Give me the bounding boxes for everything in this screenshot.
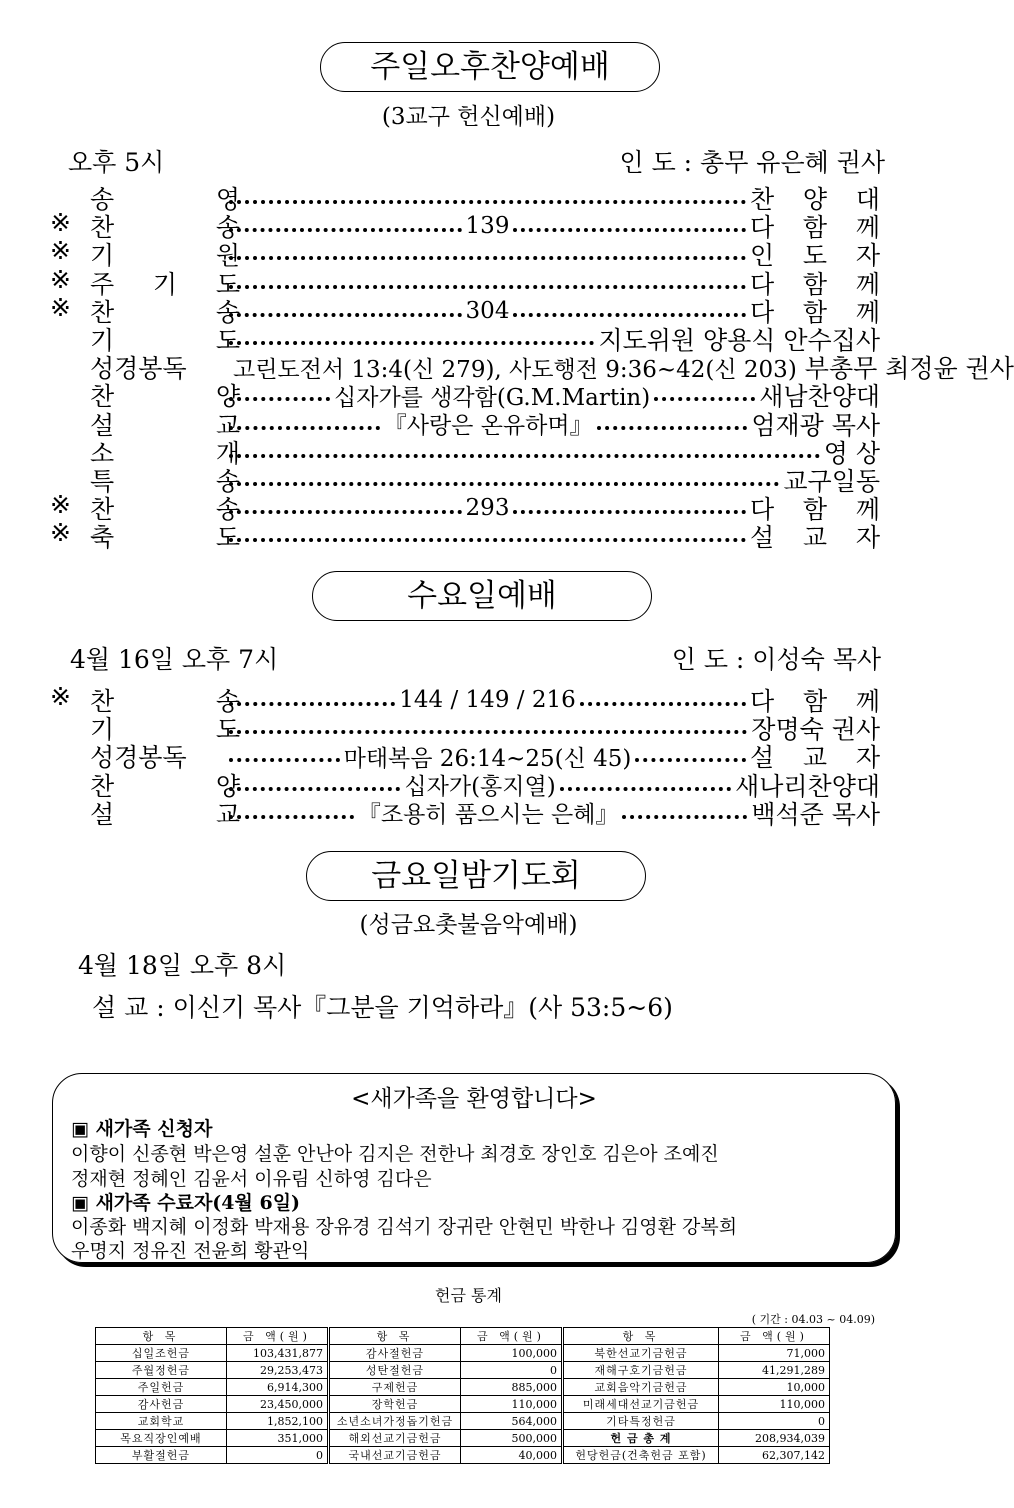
new-family-box [52, 1073, 896, 1263]
order-item-person: 백석준 목사 [751, 799, 881, 829]
sunday-leader: 인 도 : 총무 유은혜 권사 [619, 148, 885, 177]
offering-item: 십일조헌금 [96, 1345, 227, 1362]
order-row [50, 236, 880, 271]
offering-item: 교회음악기금헌금 [563, 1379, 719, 1396]
new-family-title: <새가족을 환영합니다> [351, 1086, 597, 1112]
order-row [50, 767, 881, 801]
order-item-name-part: 영 [215, 185, 240, 214]
order-item-person: 부총무 최정윤 권사 [804, 354, 1014, 384]
order-item-name [90, 518, 240, 554]
order-item-person-part: 께 [855, 269, 880, 299]
applicants-heading: ▣ 새가족 신청자 [71, 1118, 213, 1140]
order-item-name-part: 기 [90, 326, 115, 355]
offering-amount: 29,253,473 [227, 1362, 329, 1379]
order-item-person-part: 다 [750, 213, 775, 243]
dot-leader [622, 815, 747, 819]
order-item-person-part: 설 [750, 743, 775, 773]
offering-item: 미래세대선교기금헌금 [563, 1396, 719, 1413]
offering-item: 감사절헌금 [329, 1345, 461, 1362]
offering-item: 교회학교 [96, 1413, 227, 1430]
order-item-name-part: 주 [90, 269, 115, 299]
offering-amount: 10,000 [719, 1379, 830, 1396]
offering-item: 주일헌금 [96, 1379, 227, 1396]
order-row [50, 518, 880, 553]
order-item-person-part: 함 [802, 687, 828, 716]
order-item-person: 새남찬양대 [759, 382, 881, 412]
required-mark: ※ [50, 518, 71, 548]
order-row [50, 434, 880, 468]
graduates-heading: ▣ 새가족 수료자(4월 6일) [71, 1192, 301, 1214]
dot-leader [229, 538, 746, 542]
sunday-service-title: 주일오후찬양예배 [320, 42, 660, 92]
offering-item: 부활절헌금 [96, 1447, 227, 1464]
order-item-name-part: 설 [90, 410, 115, 440]
order-row [50, 180, 880, 214]
order-item-name-part: 기 [90, 715, 115, 745]
col-amount: 금 액(원) [719, 1328, 830, 1345]
offering-item: 성탄절헌금 [329, 1362, 461, 1379]
offering-amount: 71,000 [719, 1345, 830, 1362]
order-item-detail [225, 518, 880, 554]
offering-amount: 110,000 [719, 1396, 830, 1413]
order-item-person-part: 께 [855, 213, 880, 243]
order-item-person-part: 다 [750, 297, 775, 327]
table-row [96, 1413, 830, 1430]
dot-leader [513, 313, 746, 317]
order-item-content: 십자가(홍지열) [404, 774, 556, 801]
order-item-content: 십자가를 생각함(G.M.Martin) [334, 384, 651, 411]
order-item-name-part: 기 [90, 241, 115, 271]
dot-leader [229, 787, 400, 791]
order-item-name-part: 송 [215, 495, 240, 525]
dot-leader [229, 228, 462, 232]
order-item-person-part: 께 [855, 495, 880, 525]
offering-table [95, 1327, 830, 1464]
table-row [96, 1430, 830, 1447]
order-row [50, 738, 880, 773]
order-item-name-part: 축 [90, 523, 115, 553]
order-item-name-part: 찬 [90, 382, 115, 412]
order-item-person-part: 함 [802, 269, 828, 299]
order-item-person-part: 함 [802, 297, 828, 327]
table-row [96, 1447, 830, 1464]
order-row [50, 349, 1014, 384]
order-item-content: 마태복음 26:14~25(신 45) [343, 745, 632, 772]
order-item-name-part: 설 [90, 799, 115, 829]
order-item-name-part: 찬 [90, 297, 115, 327]
order-row [50, 377, 881, 412]
offering-amount: 500,000 [461, 1430, 563, 1447]
offering-amount: 208,934,039 [719, 1430, 830, 1447]
offering-item: 재해구호기금헌금 [563, 1362, 719, 1379]
offering-amount: 1,852,100 [227, 1413, 329, 1430]
offering-title: 헌금 통계 [435, 1286, 502, 1305]
order-row [50, 462, 880, 496]
dot-leader [229, 454, 820, 458]
order-item-person [750, 518, 880, 554]
order-item-name-part: 소 [90, 438, 115, 468]
dot-leader [513, 510, 746, 514]
col-item: 항 목 [96, 1328, 227, 1345]
order-item-person-part: 자 [855, 523, 880, 553]
order-item-person-part: 교 [802, 523, 828, 553]
offering-item: 주월정헌금 [96, 1362, 227, 1379]
dot-leader [560, 787, 731, 791]
offering-amount: 885,000 [461, 1379, 563, 1396]
offering-amount: 0 [461, 1362, 563, 1379]
table-row [96, 1379, 830, 1396]
dot-leader [580, 702, 746, 706]
offering-item: 감사헌금 [96, 1396, 227, 1413]
offering-amount: 100,000 [461, 1345, 563, 1362]
order-item-person-part: 자 [855, 241, 880, 271]
order-item-person-part: 께 [855, 687, 881, 716]
order-item-name-part: 찬 [90, 495, 115, 525]
offering-amount: 23,450,000 [227, 1396, 329, 1413]
order-item-person-part: 대 [855, 185, 880, 214]
friday-service-title: 금요일밤기도회 [306, 851, 646, 901]
dot-leader [229, 758, 340, 762]
dot-leader [229, 702, 395, 706]
offering-header-row [96, 1328, 830, 1345]
order-item-name-part: 송 [215, 297, 240, 327]
dot-leader [229, 285, 746, 289]
offering-amount: 41,291,289 [719, 1362, 830, 1379]
order-item-name-part: 교 [215, 799, 240, 829]
order-item-name-part: 도 [215, 715, 240, 745]
order-row [50, 795, 881, 829]
order-item-person-part: 인 [750, 241, 775, 271]
order-row [50, 710, 880, 745]
graduates-line-2: 우명지 정유진 전윤희 황관익 [71, 1240, 310, 1262]
friday-service-subtitle: (성금요촛불음악예배) [359, 912, 578, 938]
offering-amount: 0 [719, 1413, 830, 1430]
order-item-person-part: 함 [802, 495, 828, 525]
order-row [50, 406, 881, 440]
order-item-person: 영 상 [823, 438, 880, 468]
offering-item: 북한선교기금헌금 [563, 1345, 719, 1362]
order-item-name-part: 송 [215, 687, 240, 716]
order-item-name-part: 교 [215, 410, 240, 440]
friday-time: 4월 18일 오후 8시 [78, 951, 287, 980]
order-item-person-part: 다 [750, 495, 775, 525]
order-item-name-part: 성경봉독 [90, 354, 187, 384]
dot-leader [229, 482, 779, 486]
order-row [50, 682, 881, 716]
order-item-content: 144 / 149 / 216 [399, 687, 576, 713]
table-row [96, 1362, 830, 1379]
offering-item: 기타특정헌금 [563, 1413, 719, 1430]
required-mark: ※ [50, 292, 71, 322]
required-mark: ※ [50, 236, 71, 266]
order-row [50, 490, 880, 525]
order-item-person-part: 다 [750, 687, 775, 716]
offering-amount: 6,914,300 [227, 1379, 329, 1396]
offering-item: 구제헌금 [329, 1379, 461, 1396]
dot-leader [635, 758, 746, 762]
offering-item: 목요직장인예배 [96, 1430, 227, 1447]
wednesday-time: 4월 16일 오후 7시 [70, 645, 279, 674]
offering-amount: 110,000 [461, 1396, 563, 1413]
offering-item: 해외선교기금헌금 [329, 1430, 461, 1447]
order-item-person: 장명숙 권사 [751, 715, 880, 745]
order-item-content: 고린도전서 13:4(신 279), 사도행전 9:36~42(신 203) [233, 356, 797, 383]
dot-leader [229, 510, 462, 514]
offering-amount: 62,307,142 [719, 1447, 830, 1464]
order-item-person: 지도위원 양용식 안수집사 [598, 326, 880, 355]
order-item-name-part: 특 [90, 467, 115, 496]
order-item-content: 139 [465, 213, 510, 240]
sunday-time: 오후 5시 [68, 148, 165, 177]
wednesday-service-title: 수요일예배 [312, 571, 652, 621]
order-item-person: 교구일동 [783, 467, 880, 496]
order-item-name [90, 795, 240, 831]
order-item-person: 새나리찬양대 [735, 771, 881, 801]
offering-amount: 103,431,877 [227, 1345, 329, 1362]
col-amount: 금 액(원) [461, 1328, 563, 1345]
offering-amount: 351,000 [227, 1430, 329, 1447]
graduates-line-1: 이종화 백지혜 이정화 박재용 장유경 김석기 장귀란 안현민 박한나 김영환 강복희 [71, 1216, 738, 1238]
offering-item: 국내선교기금헌금 [329, 1447, 461, 1464]
order-item-person-part: 설 [750, 523, 775, 553]
dot-leader [513, 228, 746, 232]
offering-amount: 564,000 [461, 1413, 563, 1430]
order-item-person-part: 함 [802, 213, 828, 243]
order-item-person-part: 다 [750, 269, 775, 299]
order-item-person-part: 찬 [750, 185, 775, 214]
offering-item: 장학헌금 [329, 1396, 461, 1413]
order-row [50, 208, 880, 243]
sunday-service-subtitle: (3교구 헌신예배) [381, 104, 556, 130]
order-item-content: 304 [465, 297, 510, 324]
order-item-name-part: 송 [215, 467, 240, 496]
dot-leader [654, 397, 755, 401]
col-item: 항 목 [329, 1328, 461, 1345]
order-row [50, 321, 880, 355]
dot-leader [229, 730, 747, 734]
order-item-name-part: 찬 [90, 771, 115, 801]
order-item-name-part: 원 [215, 241, 240, 271]
required-mark: ※ [50, 264, 71, 294]
order-item-content: 『사랑은 온유하며』 [383, 413, 593, 440]
offering-item: 헌 금 총 계 [563, 1430, 719, 1447]
dot-leader [229, 341, 594, 345]
order-item-name-part: 찬 [90, 213, 115, 243]
order-item-detail [225, 795, 880, 831]
col-item: 항 목 [563, 1328, 719, 1345]
order-item-person-part: 도 [802, 241, 828, 271]
order-item-name-part: 송 [215, 213, 240, 243]
wednesday-leader: 인 도 : 이성숙 목사 [671, 645, 881, 674]
order-item-person: 엄재광 목사 [751, 410, 881, 440]
order-item-person-part: 께 [855, 297, 880, 327]
dot-leader [229, 256, 746, 260]
offering-item: 헌당헌금(건축헌금 포함) [563, 1447, 719, 1464]
dot-leader [229, 200, 746, 204]
order-item-person-part: 교 [802, 743, 828, 773]
friday-sermon: 설 교 : 이신기 목사『그분을 기억하라』(사 53:5~6) [92, 993, 673, 1022]
dot-leader [229, 815, 354, 819]
dot-leader [597, 426, 748, 430]
order-item-name-part: 개 [215, 438, 240, 468]
col-amount: 금 액(원) [227, 1328, 329, 1345]
offering-amount: 40,000 [461, 1447, 563, 1464]
required-mark: ※ [50, 682, 71, 711]
order-item-name-part: 찬 [90, 687, 115, 716]
offering-period: ( 기간 : 04.03 ~ 04.09) [751, 1313, 875, 1326]
table-row [96, 1396, 830, 1413]
order-item-person-part: 양 [802, 185, 828, 214]
dot-leader [229, 313, 462, 317]
order-item-name-part: 도 [215, 326, 240, 355]
order-item-content: 『조용히 품으시는 은혜』 [357, 802, 619, 829]
required-mark: ※ [50, 208, 71, 238]
dot-leader [229, 397, 330, 401]
offering-item: 소년소녀가정돕기헌금 [329, 1413, 461, 1430]
applicants-line-1: 이향이 신종현 박은영 설훈 안난아 김지은 전한나 최경호 장인호 김은아 조예진 [71, 1143, 719, 1165]
order-item-name-part: 도 [215, 523, 240, 553]
order-item-name-part: 성경봉독 [90, 743, 187, 773]
order-item-content: 293 [465, 495, 510, 522]
order-item-name-part: 기 [152, 269, 178, 299]
order-item-person-part: 자 [855, 743, 880, 773]
offering-amount: 0 [227, 1447, 329, 1464]
order-row [50, 264, 880, 299]
order-item-name-part: 양 [215, 382, 240, 412]
table-row [96, 1345, 830, 1362]
order-row [50, 292, 880, 327]
dot-leader [229, 426, 380, 430]
applicants-line-2: 정재현 정혜인 김윤서 이유림 신하영 김다은 [71, 1168, 432, 1190]
required-mark: ※ [50, 490, 71, 520]
order-item-name-part: 양 [215, 771, 240, 801]
order-item-name-part: 송 [90, 185, 115, 214]
order-item-name-part: 도 [215, 269, 240, 299]
